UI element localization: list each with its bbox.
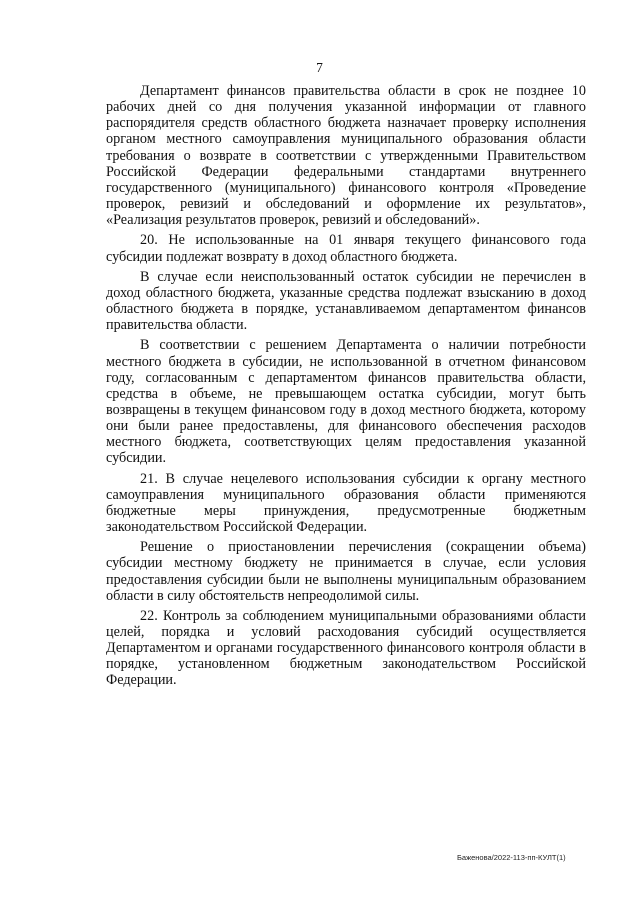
paragraph-return-to-local-budget: В соответствии с решением Департамента о наличии потребности местного бюджета в субсидии, не использованной в отчетном финансовом году, согласованным с департаментом финансов правительства области, средства в объеме, не превышающем остатка субсидии, могут быть возвращены в текущем финансовом году в доход местного бюджета, которому они были ранее предоставлены, для финансового обеспечения расходов местного бюджета, соответствующих целям предоставления указанной субсидии.: [106, 337, 586, 467]
paragraph-department-check: Департамент финансов правительства области в срок не позднее 10 рабочих дней со дня получения указанной информации от главного распорядителя средств областного бюджета назначает проверку исполнения органом местного самоуправления муниципального образования области требования о возврате в соответствии с утвержденными Правительством Российской Федерации федеральными стандартами внутреннего государственного (муниципального) финансового контроля «Проведение проверок, ревизий и обследований и оформление их результатов», «Реализация результатов проверок, ревизий и обследований».: [106, 83, 586, 229]
page-number: 7: [316, 60, 323, 75]
document-body: [106, 83, 586, 693]
paragraph-item-20: 20. Не использованные на 01 января текущего финансового года субсидии подлежат возврату в доход областного бюджета.: [106, 232, 586, 265]
paragraph-suspension-decision: Решение о приостановлении перечисления (сокращении объема) субсидии местному бюджету не принимается в случае, если условия предоставления субсидии были не выполнены муниципальным образованием области в силу обстоятельств непреодолимой силы.: [106, 539, 586, 604]
paragraph-item-22: 22. Контроль за соблюдением муниципальными образованиями области целей, порядка и условий расходования субсидий осуществляется Департаментом и органами государственного финансового контроля области в порядке, установленном бюджетным законодательством Российской Федерации.: [106, 607, 586, 689]
document-reference-code: Баженова/2022-113-пп-КУЛТ(1): [457, 853, 566, 862]
paragraph-item-21: 21. В случае нецелевого использования субсидии к органу местного самоуправления муниципального образования области применяются бюджетные меры принуждения, предусмотренные бюджетным законодательством Российской Федерации.: [106, 470, 586, 536]
paragraph-unused-balance: В случае если неиспользованный остаток субсидии не перечислен в доход областного бюджета, указанные средства подлежат взысканию в доход областного бюджета в порядке, устанавливаемом департаментом финансов правительства области.: [106, 268, 586, 334]
